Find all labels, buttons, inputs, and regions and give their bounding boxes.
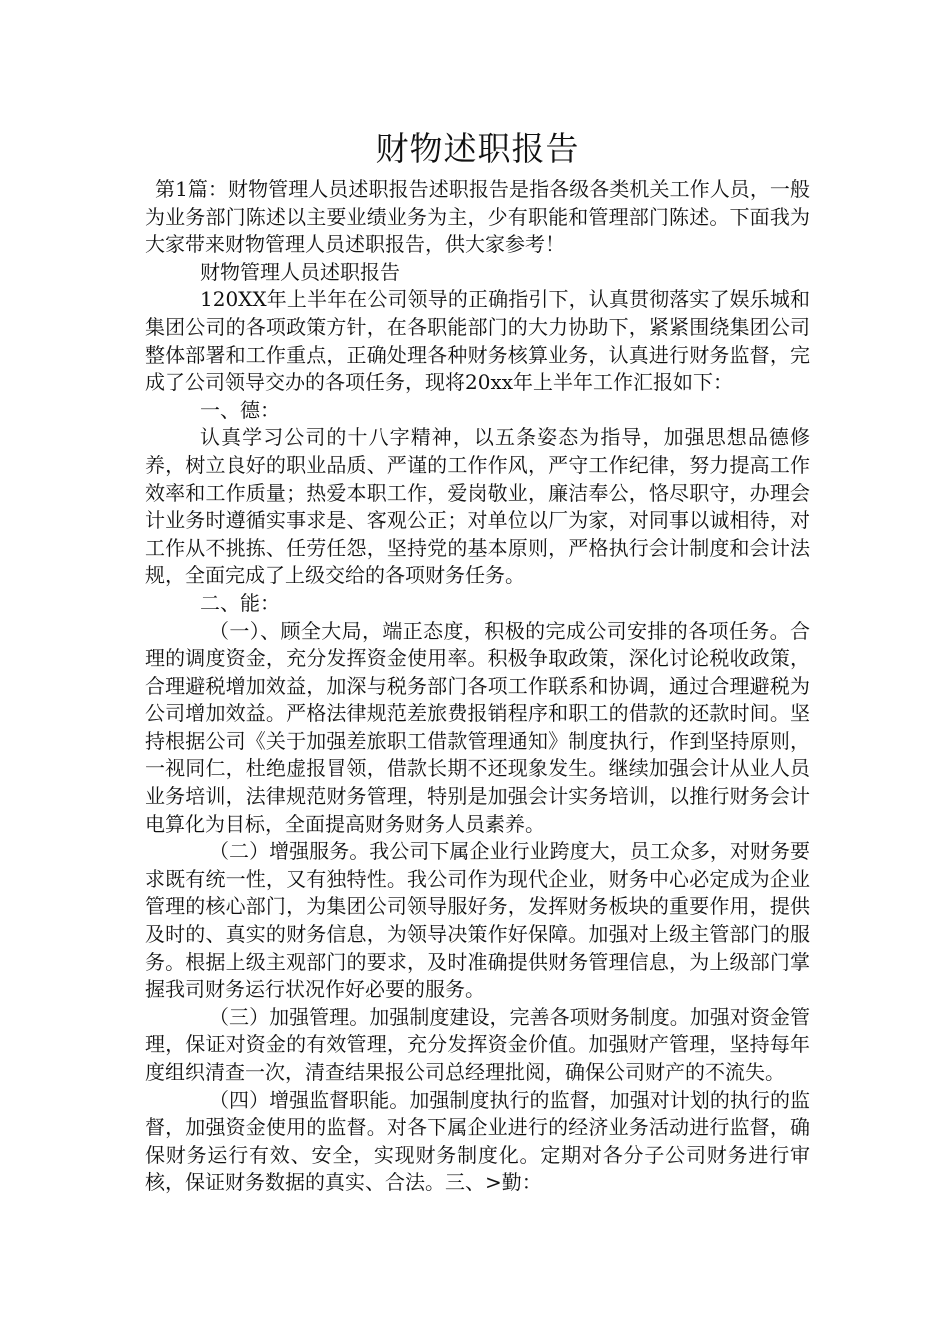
intro-paragraph: 第1篇：财物管理人员述职报告述职报告是指各级各类机关工作人员，一般为业务部门陈述以主要业绩业务为主，少有职能和管理部门陈述。下面我为大家带来财物管理人员述职报告，供大家参考！ (145, 177, 810, 257)
document-page (145, 126, 810, 1197)
section-heading-neng: 二、能： (200, 590, 280, 615)
report-subtitle: 财物管理人员述职报告 (200, 259, 400, 284)
neng-item-2: （二）增强服务。我公司下属企业行业跨度大，员工众多，对财务要求既有统一性，又有独特性。我公司作为现代企业，财务中心必定成为企业管理的核心部门，为集团公司领导服好务，发挥财务板块的重要作用，提供及时的、真实的财务信息，为领导决策作好保障。加强对上级主管部门的服务。根据上级主观部门的要求，及时准确提供财务管理信息，为上级部门掌握我司财务运行状况作好必要的服务。 (145, 839, 810, 1002)
section-de-body: 认真学习公司的十八字精神，以五条姿态为指导，加强思想品德修养，树立良好的职业品质、严谨的工作作风，严守工作纪律，努力提高工作效率和工作质量；热爱本职工作，爱岗敬业，廉洁奉公，恪尽职守，办理会计业务时遵循实事求是、客观公正；对单位以厂为家，对同事以诚相待，对工作从不挑拣、任劳任怨，坚持党的基本原则，严格执行会计制度和会计法规，全面完成了上级交给的各项财务任务。 (145, 425, 810, 588)
section-heading-de: 一、德： (200, 397, 280, 422)
neng-item-1: （一）、顾全大局，端正态度，积极的完成公司安排的各项任务。合理的调度资金，充分发挥资金使用率。积极争取政策，深化讨论税收政策，合理避税增加效益，加深与税务部门各项工作联系和协调，通过合理避税为公司增加效益。严格法律规范差旅费报销程序和职工的借款的还款时间。坚持根据公司《关于加强差旅职工借款管理通知》制度执行，作到坚持原则，一视同仁，杜绝虚报冒领，借款长期不还现象发生。继续加强会计从业人员业务培训，法律规范财务管理，特别是加强会计实务培训，以推行财务会计电算化为目标，全面提高财务财务人员素养。 (145, 618, 810, 836)
neng-item-4: （四）增强监督职能。加强制度执行的监督，加强对计划的执行的监督，加强资金使用的监督。对各下属企业进行的经济业务活动进行监督，确保财务运行有效、安全，实现财务制度化。定期对各分子公司财务进行审核，保证财务数据的真实、合法。三、>勤： (145, 1087, 810, 1195)
document-title: 财物述职报告 (375, 129, 580, 168)
opening-paragraph: 120XX年上半年在公司领导的正确指引下，认真贯彻落实了娱乐城和集团公司的各项政策方针，在各职能部门的大力协助下，紧紧围绕集团公司整体部署和工作重点，正确处理各种财务核算业务，认真进行财务监督，完成了公司领导交办的各项任务，现将20xx年上半年工作汇报如下： (145, 287, 810, 395)
neng-item-3: （三）加强管理。加强制度建设，完善各项财务制度。加强对资金管理，保证对资金的有效管理，充分发挥资金价值。加强财产管理，坚持每年度组织清查一次，清查结果报公司总经理批阅，确保公司财产的不流失。 (145, 1004, 810, 1084)
